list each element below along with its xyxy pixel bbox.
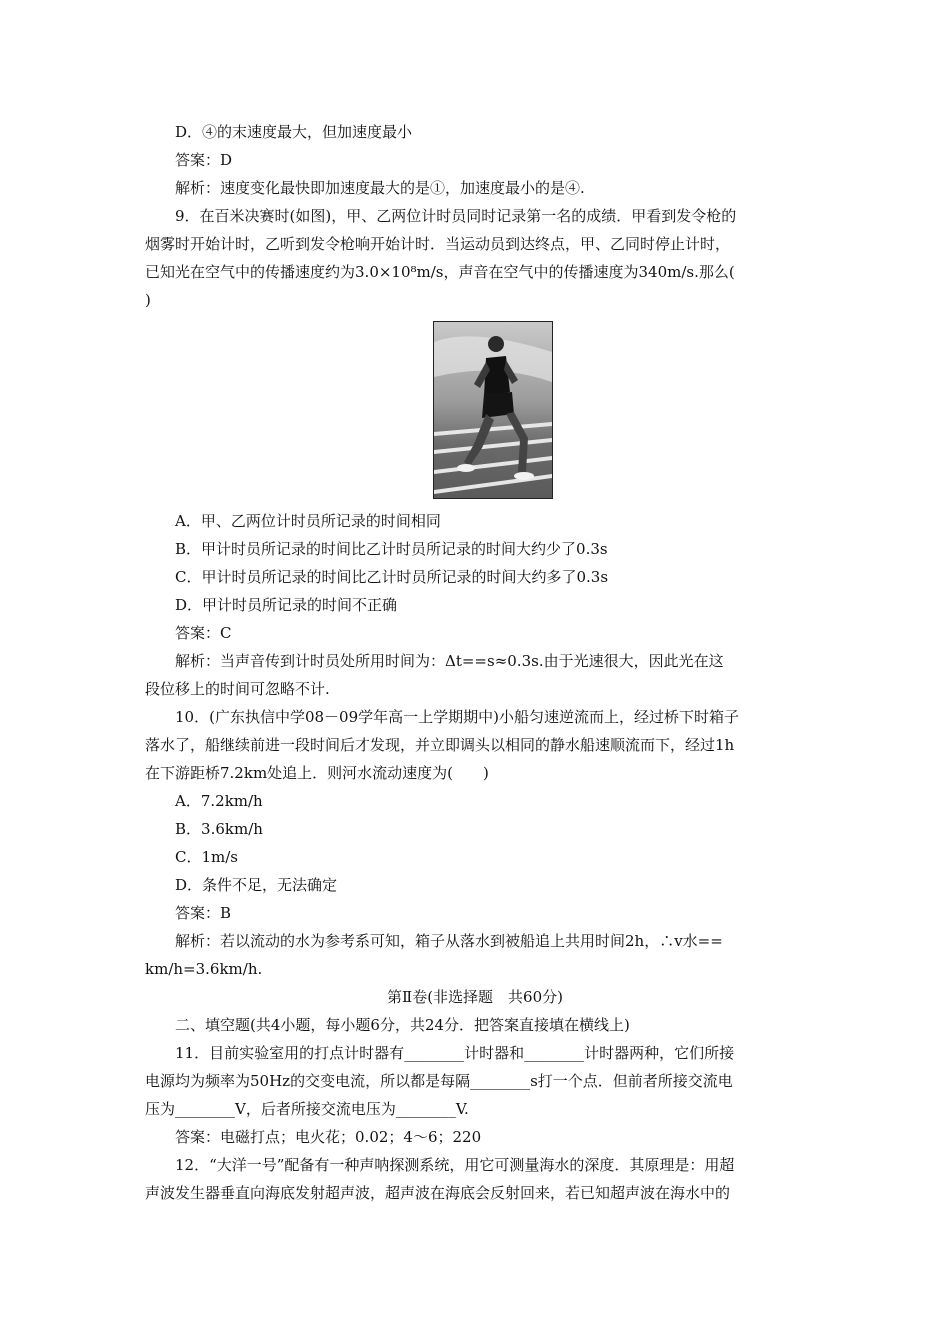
question-9-line-2: 烟雾时开始计时，乙听到发令枪响开始计时．当运动员到达终点，甲、乙同时停止计时， — [145, 235, 731, 253]
question-10-line-1: 10．(广东执信中学08－09学年高一上学期期中)小船匀速逆流而上，经过桥下时箱子 — [175, 708, 739, 726]
option-d-q10: D．条件不足，无法确定 — [175, 876, 338, 894]
explanation-q10-line-1: 解析：若以流动的水为参考系可知，箱子从落水到被船追上共用时间2h，∴v水== — [175, 932, 723, 950]
answer-q8: 答案：D — [175, 151, 233, 169]
question-12-line-2: 声波发生器垂直向海底发射超声波，超声波在海底会反射回来，若已知超声波在海水中的 — [145, 1184, 731, 1202]
question-12-line-1: 12．“大洋一号”配备有一种声呐探测系统，用它可测量海水的深度．其原理是：用超 — [175, 1156, 735, 1174]
answer-q10: 答案：B — [175, 904, 232, 922]
question-10-line-3: 在下游距桥7.2km处追上．则河水流动速度为( ) — [145, 764, 489, 782]
question-11-line-2: 电源均为频率为50Hz的交变电流，所以都是每隔________s打一个点．但前者所接交流电 — [145, 1072, 733, 1090]
option-a-q9: A．甲、乙两位计时员所记录的时间相同 — [175, 512, 441, 530]
option-b-q9: B．甲计时员所记录的时间比乙计时员所记录的时间大约少了0.3s — [175, 540, 608, 558]
fill-in-instructions: 二、填空题(共4小题，每小题6分，共24分．把答案直接填在横线上) — [175, 1016, 630, 1034]
option-b-q10: B．3.6km/h — [175, 820, 263, 838]
option-c-q9: C．甲计时员所记录的时间比乙计时员所记录的时间大约多了0.3s — [175, 568, 609, 586]
question-11-line-3: 压为________V，后者所接交流电压为________V. — [145, 1100, 469, 1118]
option-d-q8: D．④的末速度最大，但加速度最小 — [175, 123, 413, 141]
explanation-q9-line-2: 段位移上的时间可忽略不计. — [145, 680, 330, 698]
question-9-line-3: 已知光在空气中的传播速度约为3.0×10⁸m/s，声音在空气中的传播速度为340m/s.那么( — [145, 263, 735, 281]
question-11-line-1: 11．目前实验室用的打点计时器有________计时器和________计时器两种，它们所接 — [175, 1044, 735, 1062]
option-c-q10: C．1m/s — [175, 848, 238, 866]
answer-q9: 答案：C — [175, 624, 232, 642]
explanation-q10-line-2: km/h=3.6km/h. — [145, 960, 263, 978]
question-9-line-4: ) — [145, 291, 151, 309]
option-d-q9: D．甲计时员所记录的时间不正确 — [175, 596, 398, 614]
option-a-q10: A．7.2km/h — [175, 792, 263, 810]
explanation-q9-line-1: 解析：当声音传到计时员处所用时间为：Δt==s≈0.3s.由于光速很大，因此光在这 — [175, 652, 724, 670]
section-heading: 第Ⅱ卷(非选择题 共60分) — [387, 988, 563, 1006]
question-10-line-2: 落水了，船继续前进一段时间后才发现，并立即调头以相同的静水船速顺流而下，经过1h — [145, 736, 735, 754]
answer-q11: 答案：电磁打点；电火花；0.02；4～6；220 — [175, 1128, 482, 1146]
sprinter-photo — [433, 321, 553, 499]
question-9-line-1: 9．在百米决赛时(如图)，甲、乙两位计时员同时记录第一名的成绩．甲看到发令枪的 — [175, 207, 737, 225]
explanation-q8: 解析：速度变化最快即加速度最大的是①，加速度最小的是④. — [175, 179, 585, 197]
